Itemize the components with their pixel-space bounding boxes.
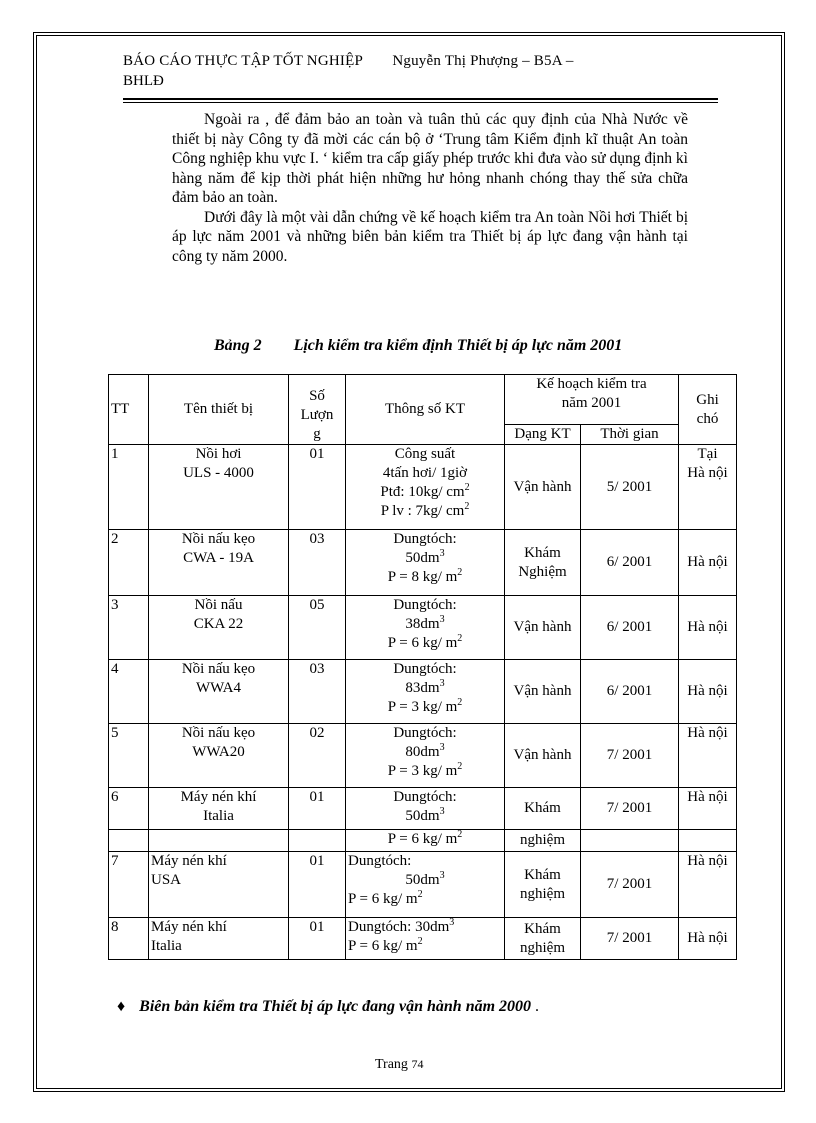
- cell-tt: 8: [109, 918, 149, 960]
- header-report-title: BÁO CÁO THỰC TẬP TỐT NGHIỆP: [123, 53, 363, 69]
- cell-tt: 6: [109, 788, 149, 830]
- cell-name: Nồi nấu kẹo WWA20: [149, 724, 289, 788]
- cell-spec: Dungtóch: $50dm^3$ P = 8 kg/ $m^2$: [346, 530, 505, 596]
- cell-time: 6/ 2001: [581, 530, 679, 596]
- table-row: [109, 830, 737, 852]
- header-rule-thin: [123, 102, 718, 103]
- cell-tt: [109, 830, 149, 852]
- cell-qty: [289, 830, 346, 852]
- cell-qty: 01: [289, 852, 346, 918]
- section-bullet: [117, 998, 539, 1016]
- table-row: [109, 918, 737, 960]
- cell-type: Khám nghiệm: [505, 918, 581, 960]
- cell-note: Hà nội: [679, 660, 737, 724]
- cell-tt: 4: [109, 660, 149, 724]
- cell-tt: 5: [109, 724, 149, 788]
- cell-type: Vận hành: [505, 660, 581, 724]
- cell-qty: 03: [289, 660, 346, 724]
- header-rule-thick: [123, 98, 718, 100]
- cell-time: 7/ 2001: [581, 724, 679, 788]
- body-text: [172, 110, 688, 266]
- table-row: [109, 596, 737, 660]
- page-header: [123, 51, 723, 91]
- paragraph: Ngoài ra , để đảm bảo an toàn và tuân thủ các quy định của Nhà Nước về thiết bị này Công ty đã mời các cán bộ ở ‘Trung tâm Kiểm định kĩ thuật An toàn Công nghiệp khu vực I. ‘ kiểm tra cấp giấy phép trước khi đưa vào sử dụng định kì hàng năm để kịp thời phát hiện những hư hỏng nhanh chóng thay thế sửa chữa đảm bảo an toàn.: [172, 111, 688, 206]
- header-cell-note: Ghi chó: [679, 375, 737, 445]
- table-header-row: [109, 375, 737, 425]
- cell-qty: 01: [289, 918, 346, 960]
- header-cell-name: Tên thiết bị: [149, 375, 289, 445]
- cell-name: Máy nén khí USA: [149, 852, 289, 918]
- cell-spec: Dungtóch: $38dm^3$ P = 6 kg/ $m^2$: [346, 596, 505, 660]
- table-caption-number: Bảng 2: [214, 337, 262, 354]
- cell-tt: 3: [109, 596, 149, 660]
- cell-spec: P = 6 kg/ $m^2$: [346, 830, 505, 852]
- cell-qty: 03: [289, 530, 346, 596]
- header-cell-tt: TT: [109, 375, 149, 445]
- header-author: Nguyễn Thị Phượng – B5A –: [392, 53, 574, 69]
- cell-note: Hà nội: [679, 530, 737, 596]
- bullet-text: Biên bản kiểm tra Thiết bị áp lực đang vận hành năm 2000: [139, 998, 532, 1015]
- table-row: [109, 660, 737, 724]
- cell-note: Hà nội: [679, 788, 737, 830]
- cell-name: Máy nén khí Italia: [149, 918, 289, 960]
- table-caption-title: Lịch kiểm tra kiểm định Thiết bị áp lực năm 2001: [293, 337, 623, 354]
- cell-note: Hà nội: [679, 918, 737, 960]
- inspection-schedule-table: [108, 374, 737, 960]
- cell-spec: Dungtóch: $50dm^3$: [346, 788, 505, 830]
- cell-type: Khám Nghiệm: [505, 530, 581, 596]
- cell-type: Khám nghiệm: [505, 852, 581, 918]
- cell-tt: 1: [109, 445, 149, 530]
- cell-type: nghiệm: [505, 830, 581, 852]
- table-row: [109, 724, 737, 788]
- header-cell-spec: Thông số KT: [346, 375, 505, 445]
- cell-note: Hà nội: [679, 724, 737, 788]
- cell-time: 7/ 2001: [581, 788, 679, 830]
- cell-type: Vận hành: [505, 445, 581, 530]
- bullet-tail: .: [531, 998, 540, 1015]
- cell-name: Nồi nấu kẹo CWA - 19A: [149, 530, 289, 596]
- page-footer: [375, 1057, 423, 1073]
- cell-spec: Dungtóch: $83dm^3$ P = 3 kg/ $m^2$: [346, 660, 505, 724]
- header-cell-time: Thời gian: [581, 425, 679, 445]
- cell-note: [679, 830, 737, 852]
- cell-type: Vận hành: [505, 724, 581, 788]
- cell-type: Vận hành: [505, 596, 581, 660]
- cell-note: Hà nội: [679, 852, 737, 918]
- cell-qty: 05: [289, 596, 346, 660]
- cell-name: Nồi hơi ULS - 4000: [149, 445, 289, 530]
- cell-qty: 01: [289, 445, 346, 530]
- paragraph: Dưới đây là một vài dẫn chứng về kế hoạch kiểm tra An toàn Nồi hơi Thiết bị áp lực năm 2001 và những biên bản kiểm tra Thiết bị áp lực đang vận hành tại công ty năm 2000.: [172, 208, 688, 265]
- cell-tt: 7: [109, 852, 149, 918]
- cell-name: Máy nén khí Italia: [149, 788, 289, 830]
- diamond-bullet-icon: ♦: [117, 998, 126, 1015]
- cell-type: Khám: [505, 788, 581, 830]
- cell-time: [581, 830, 679, 852]
- cell-time: 6/ 2001: [581, 660, 679, 724]
- page-number: 74: [411, 1057, 424, 1071]
- cell-spec: Dungtóch: $30dm^3$ P = 6 kg/ $m^2$: [346, 918, 505, 960]
- cell-name: Nồi nấu CKA 22: [149, 596, 289, 660]
- cell-note: Tại Hà nội: [679, 445, 737, 530]
- header-cell-type: Dạng KT: [505, 425, 581, 445]
- table-row: [109, 530, 737, 596]
- cell-name: Nồi nấu kẹo WWA4: [149, 660, 289, 724]
- table-row: [109, 788, 737, 830]
- cell-note: Hà nội: [679, 596, 737, 660]
- cell-name: [149, 830, 289, 852]
- cell-time: 7/ 2001: [581, 852, 679, 918]
- cell-time: 5/ 2001: [581, 445, 679, 530]
- cell-spec: Dungtóch: $80dm^3$ P = 3 kg/ $m^2$: [346, 724, 505, 788]
- cell-qty: 02: [289, 724, 346, 788]
- cell-spec: Dungtóch: $50dm^3$ P = 6 kg/ $m^2$: [346, 852, 505, 918]
- cell-tt: 2: [109, 530, 149, 596]
- header-cell-qty: Số Lượn g: [289, 375, 346, 445]
- cell-time: 7/ 2001: [581, 918, 679, 960]
- page-label: Trang: [375, 1057, 408, 1072]
- table-caption: [214, 337, 622, 355]
- table-row: [109, 445, 737, 530]
- header-cell-plan: Kế hoạch kiểm tra năm 2001: [505, 375, 679, 425]
- cell-qty: 01: [289, 788, 346, 830]
- header-department: BHLĐ: [123, 73, 164, 89]
- cell-time: 6/ 2001: [581, 596, 679, 660]
- cell-spec: Công suất 4tấn hơi/ 1giờ Ptđ: 10kg/ $cm^2$ P lv : 7kg/ $cm^2$: [346, 445, 505, 530]
- table-row: [109, 852, 737, 918]
